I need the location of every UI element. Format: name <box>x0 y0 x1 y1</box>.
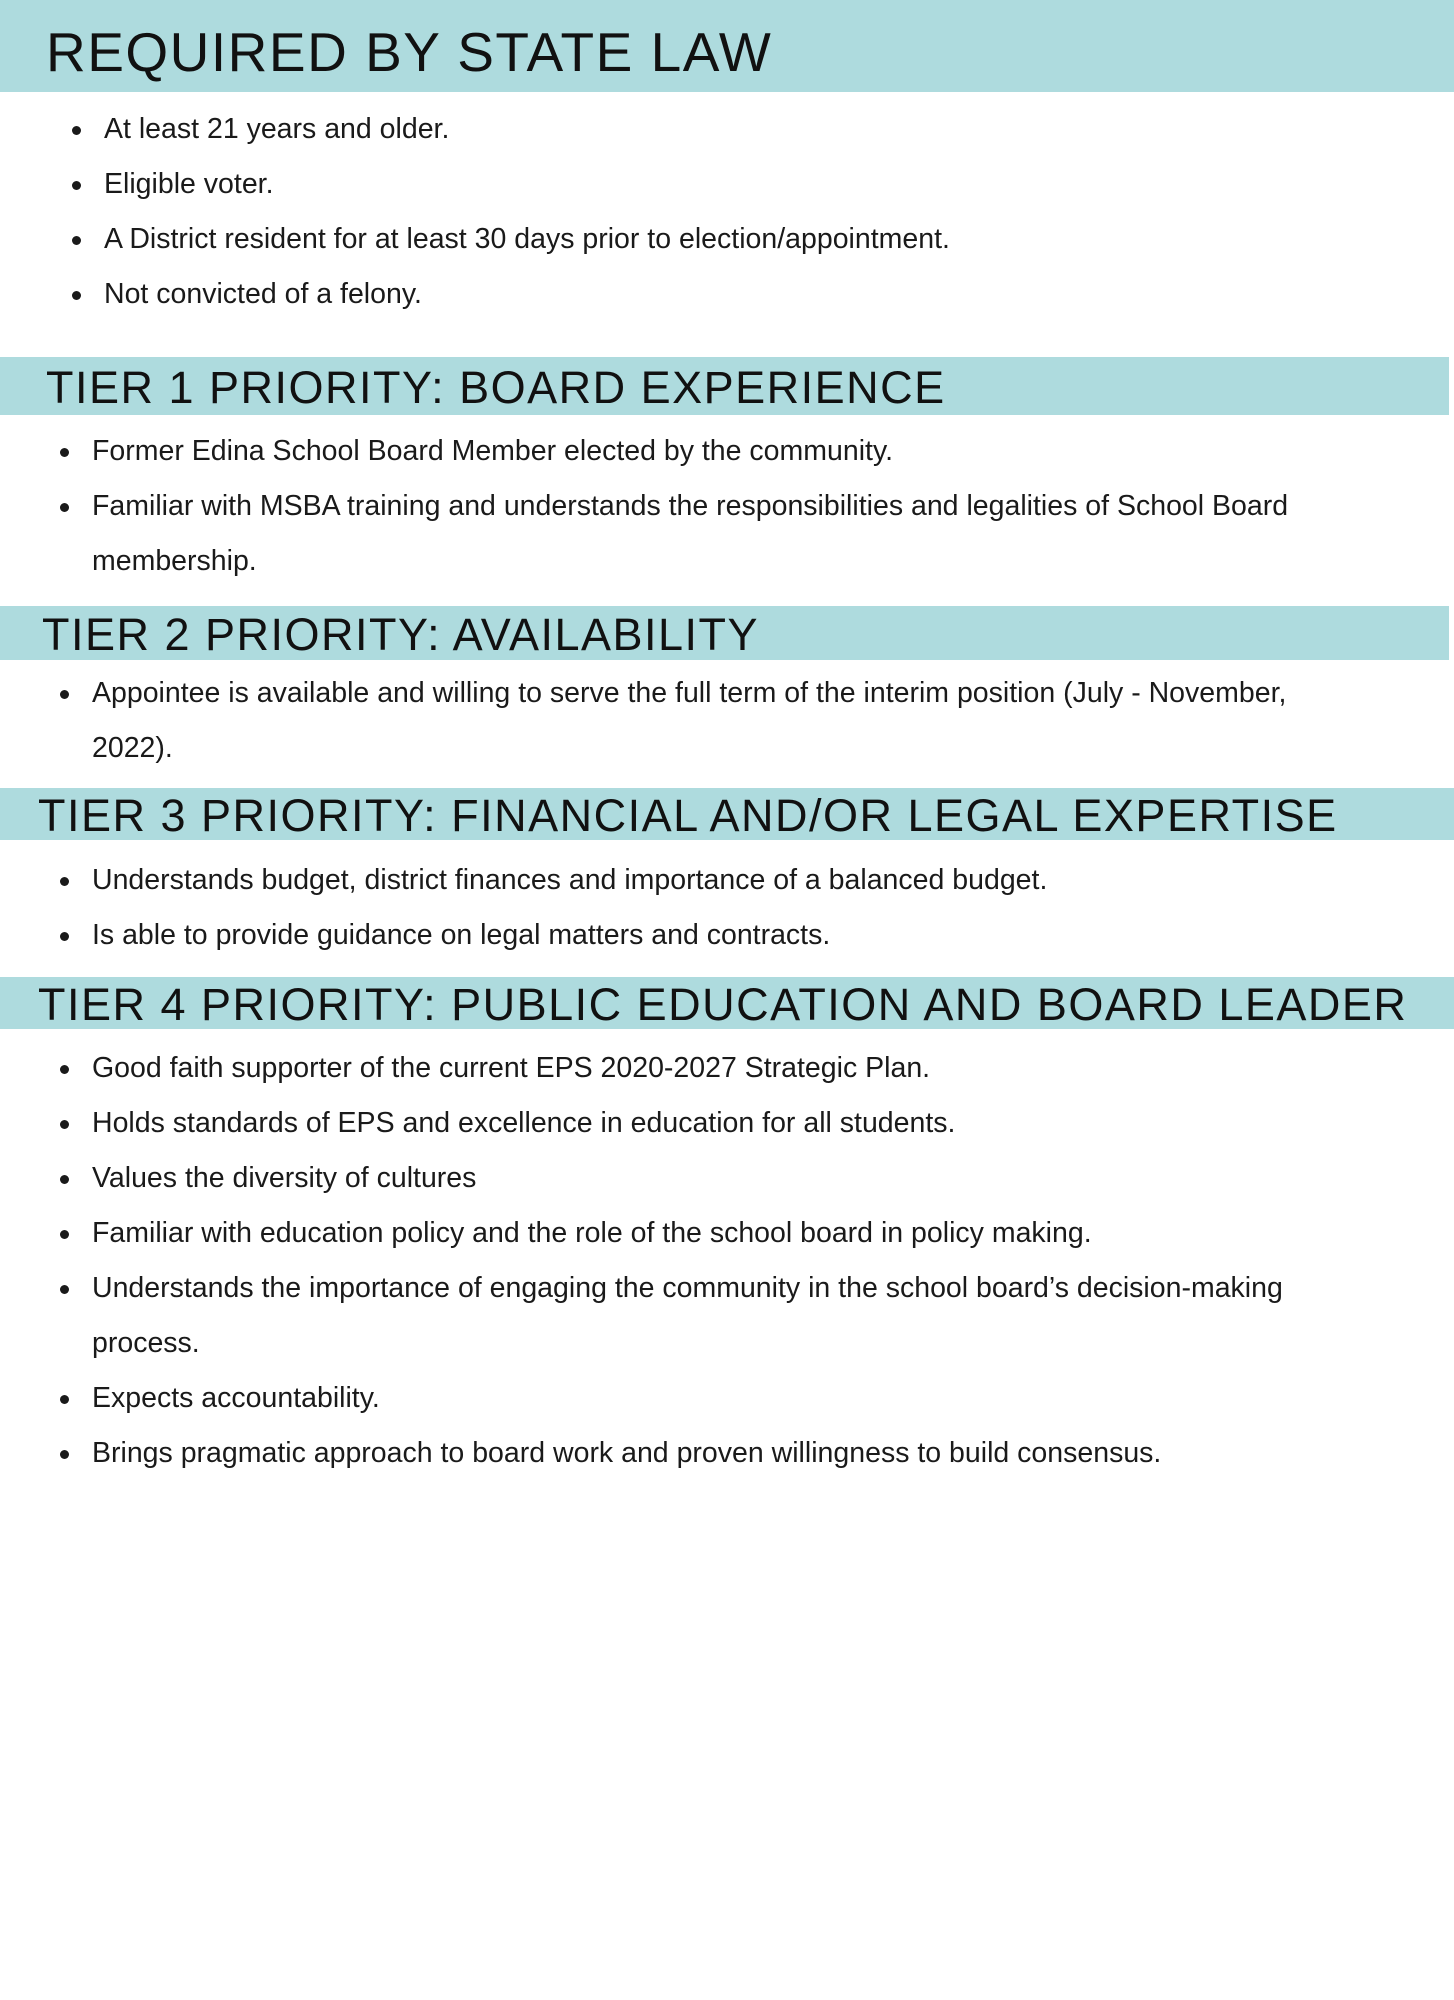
list-item: Brings pragmatic approach to board work and proven willingness to build consensus. <box>92 1426 1362 1481</box>
section-heading: TIER 1 PRIORITY: BOARD EXPERIENCE <box>46 362 946 413</box>
tier-4-criteria-list <box>92 1041 1362 1481</box>
section-heading: TIER 2 PRIORITY: AVAILABILITY <box>42 609 760 660</box>
section-heading: TIER 3 PRIORITY: FINANCIAL AND/OR LEGAL EXPERTISE <box>38 790 1338 841</box>
section-heading: REQUIRED BY STATE LAW <box>46 21 773 83</box>
list-item: Understands budget, district finances and importance of a balanced budget. <box>92 853 1392 908</box>
list-item: Expects accountability. <box>92 1371 1362 1426</box>
list-item: Is able to provide guidance on legal matters and contracts. <box>92 908 1392 963</box>
list-item: Appointee is available and willing to serve the full term of the interim position (July - November, 2022). <box>92 666 1322 776</box>
list-item: Former Edina School Board Member elected by the community. <box>92 424 1382 479</box>
list-item: Familiar with education policy and the role of the school board in policy making. <box>92 1206 1362 1261</box>
section-heading: TIER 4 PRIORITY: PUBLIC EDUCATION AND BOARD LEADER <box>38 979 1408 1030</box>
list-item: Familiar with MSBA training and understands the responsibilities and legalities of School Board membership. <box>92 479 1382 589</box>
list-item: Good faith supporter of the current EPS 2020-2027 Strategic Plan. <box>92 1041 1362 1096</box>
list-item: Not convicted of a felony. <box>104 267 1404 322</box>
list-item: Understands the importance of engaging the community in the school board’s decision-making process. <box>92 1261 1362 1371</box>
section-header-tier-1 <box>0 357 1449 415</box>
list-item: At least 21 years and older. <box>104 102 1404 157</box>
tier-2-criteria-list <box>92 666 1322 776</box>
list-item: Holds standards of EPS and excellence in education for all students. <box>92 1096 1362 1151</box>
section-header-tier-3 <box>0 788 1454 840</box>
tier-3-criteria-list <box>92 853 1392 963</box>
list-item: Eligible voter. <box>104 157 1404 212</box>
tier-1-criteria-list <box>92 424 1382 589</box>
section-header-tier-2 <box>0 606 1449 660</box>
list-item: A District resident for at least 30 days prior to election/appointment. <box>104 212 1404 267</box>
section-header-tier-4 <box>0 977 1454 1029</box>
section-header-state-law <box>0 0 1454 92</box>
list-item: Values the diversity of cultures <box>92 1151 1362 1206</box>
state-law-requirements-list <box>104 102 1404 322</box>
